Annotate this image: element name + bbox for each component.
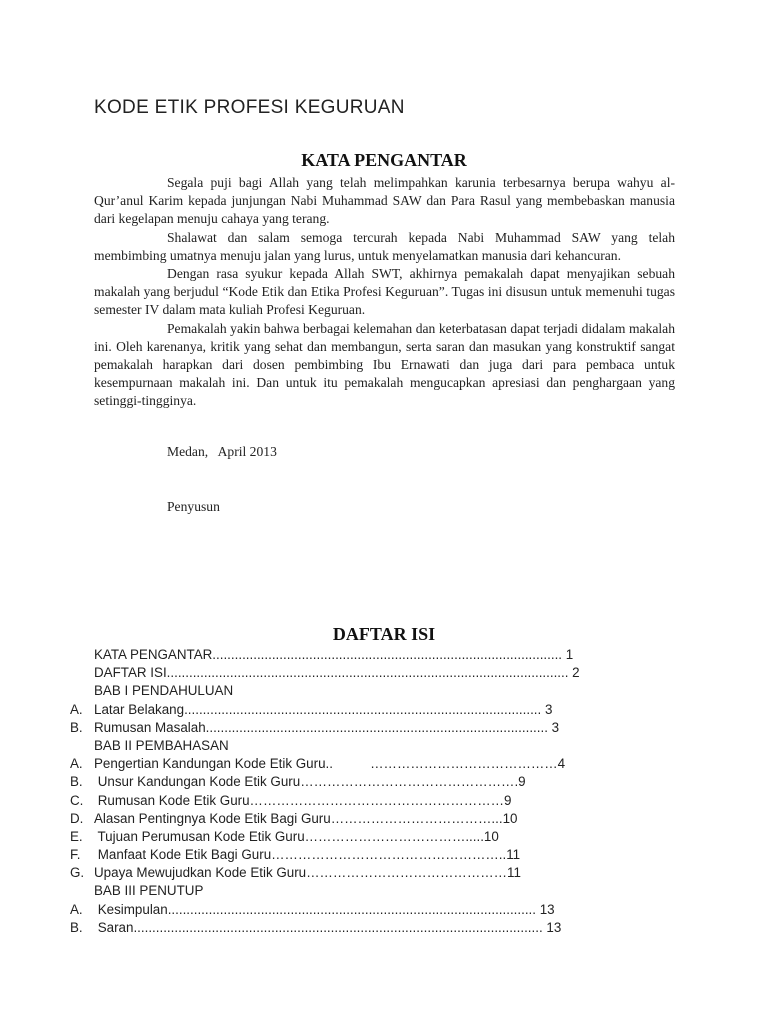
- toc-entry-text: Pengertian Kandungan Kode Etik Guru.. ……………………………………4: [94, 756, 566, 772]
- toc-entry[interactable]: [0, 792, 768, 810]
- toc-entry-text: Upaya Mewujudkan Kode Etik Guru………………………………………11: [94, 865, 521, 881]
- toc-entry-letter: C.: [70, 792, 84, 808]
- toc-entry[interactable]: [0, 701, 768, 719]
- toc-entry[interactable]: [0, 919, 768, 937]
- toc-chapter: [0, 682, 768, 700]
- signature-label: Penyusun: [167, 499, 220, 514]
- toc-chapter: [0, 882, 768, 900]
- toc-entry-text: BAB II PEMBAHASAN: [94, 737, 229, 753]
- toc-entry[interactable]: [0, 773, 768, 791]
- toc-entry[interactable]: [0, 901, 768, 919]
- table-of-contents: [0, 646, 768, 937]
- toc-entry-text: Saran.............................................................................................................. 13: [94, 919, 562, 935]
- toc-entry-text: Unsur Kandungan Kode Etik Guru………………………………………….9: [94, 774, 526, 790]
- preface-body: [94, 174, 675, 411]
- toc-entry-text: Rumusan Masalah............................................................................................ 3: [94, 719, 560, 735]
- toc-entry-letter: A.: [70, 701, 83, 717]
- document-title: KODE ETIK PROFESI KEGURUAN: [94, 97, 405, 118]
- toc-entry-text: Rumusan Kode Etik Guru…………………………………………………9: [94, 792, 512, 808]
- toc-entry[interactable]: [0, 846, 768, 864]
- preface-heading: KATA PENGANTAR: [301, 150, 467, 170]
- toc-entry[interactable]: [0, 719, 768, 737]
- toc-entry[interactable]: [0, 664, 768, 682]
- toc-chapter: [0, 737, 768, 755]
- toc-entry-letter: B.: [70, 774, 83, 790]
- toc-entry-text: Latar Belakang................................................................................................ 3: [94, 701, 553, 717]
- toc-entry[interactable]: [0, 755, 768, 773]
- toc-entry[interactable]: [0, 810, 768, 828]
- toc-entry-letter: F.: [70, 847, 81, 863]
- toc-entry[interactable]: [0, 646, 768, 664]
- toc-entry-text: DAFTAR ISI............................................................................................................ 2: [94, 665, 580, 681]
- toc-entry-text: Alasan Pentingnya Kode Etik Bagi Guru………………………………...10: [94, 810, 518, 826]
- toc-entry-letter: B.: [70, 919, 83, 935]
- toc-entry-letter: B.: [70, 719, 83, 735]
- preface-paragraph: Dengan rasa syukur kepada Allah SWT, akhirnya pemakalah dapat menyajikan sebuah makalah yang berjudul “Kode Etik dan Etika Profesi Keguruan”. Tugas ini disusun untuk memenuhi tugas semester IV dalam mata kuliah Profesi Keguruan.: [94, 266, 675, 318]
- toc-entry-letter: G.: [70, 865, 85, 881]
- toc-entry-text: BAB III PENUTUP: [94, 883, 204, 899]
- place-date: Medan, April 2013: [167, 444, 277, 459]
- toc-entry-text: BAB I PENDAHULUAN: [94, 683, 234, 699]
- toc-entry-text: KATA PENGANTAR.............................................................................................. 1: [94, 647, 574, 662]
- preface-paragraph: Shalawat dan salam semoga tercurah kepada Nabi Muhammad SAW yang telah membimbing umatnya menuju jalan yang lurus, untuk menyelamatkan manusia dari kehancuran.: [94, 229, 675, 263]
- toc-entry-letter: A.: [70, 756, 83, 772]
- toc-entry-letter: A.: [70, 901, 83, 917]
- toc-entry-letter: D.: [70, 810, 84, 826]
- preface-paragraph: Segala puji bagi Allah yang telah melimpahkan karunia terbesarnya berupa wahyu al-Qur’anul Karim kepada junjungan Nabi Muhammad SAW dan Para Rasul yang membebaskan manusia dari kegelapan menuju cahaya yang terang.: [94, 175, 675, 227]
- toc-entry[interactable]: [0, 828, 768, 846]
- toc-entry-text: Manfaat Kode Etik Bagi Guru……………………………………………..11: [94, 847, 521, 863]
- preface-paragraph: Pemakalah yakin bahwa berbagai kelemahan dan keterbatasan dapat terjadi didalam makalah ini. Oleh karenanya, kritik yang sehat dan membangun, serta saran dan masukan yang konstruktif sangat pemakalah harapkan dari dosen pembimbing Ibu Ernawati dan juga dari para pembaca untuk kesempurnaan makalah ini. Dan untuk itu pemakalah mengucapkan apresiasi dan penghargaan yang setinggi-tingginya.: [94, 320, 675, 409]
- toc-heading: DAFTAR ISI: [332, 624, 436, 644]
- toc-entry-text: Kesimpulan................................................................................................... 13: [94, 901, 555, 917]
- toc-entry[interactable]: [0, 864, 768, 882]
- toc-entry-text: Tujuan Perumusan Kode Etik Guru……………………………….....10: [94, 828, 499, 844]
- toc-entry-letter: E.: [70, 828, 83, 844]
